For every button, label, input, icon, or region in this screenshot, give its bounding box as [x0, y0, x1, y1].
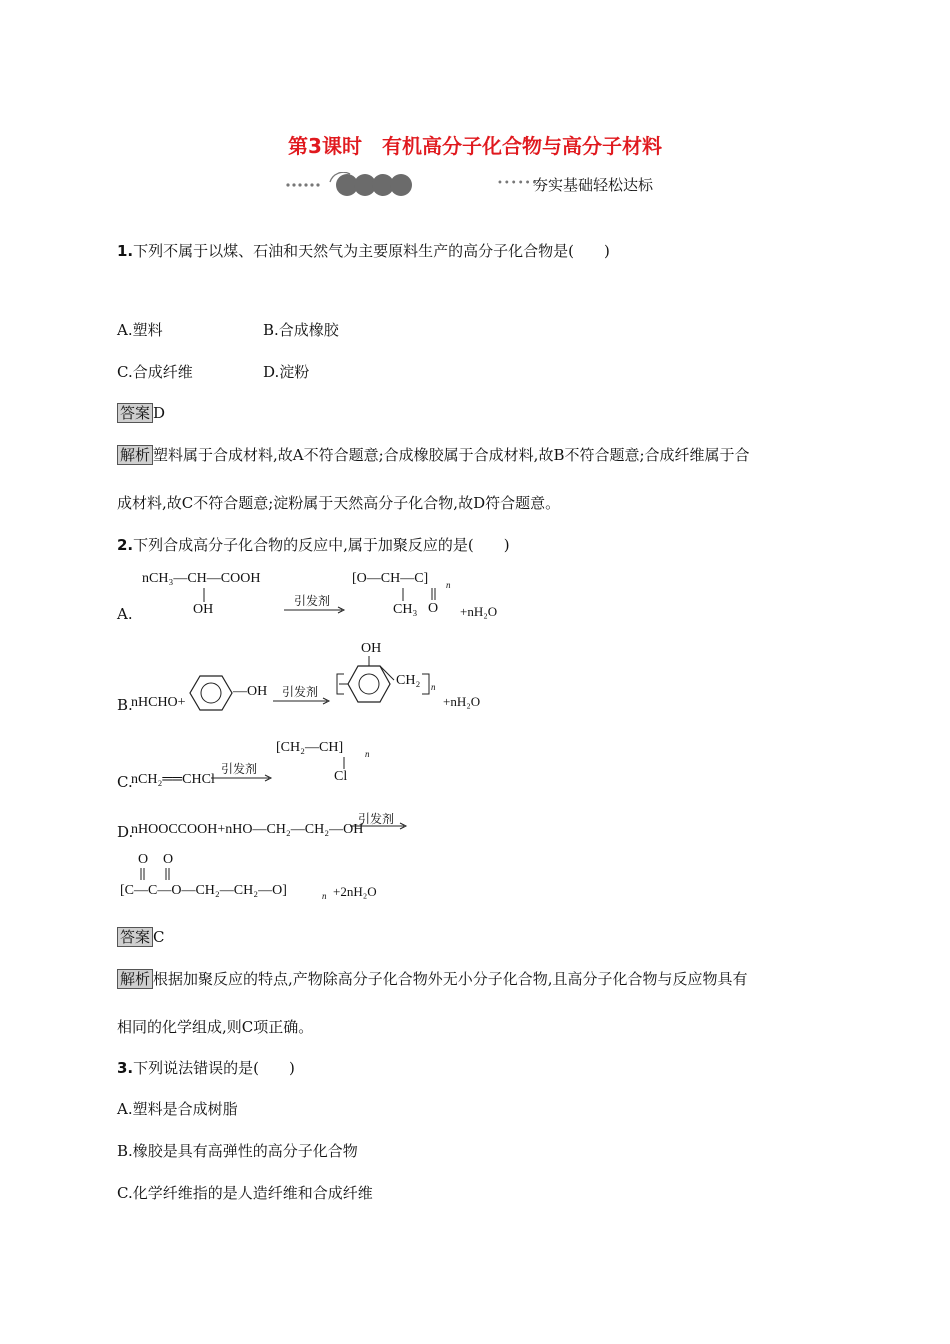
question-number: 3. — [117, 1059, 134, 1077]
page-title: 第3课时 有机高分子化合物与高分子材料 — [288, 134, 662, 158]
q2-b-reactant: nHCHO+ — [131, 695, 186, 710]
answer-value: D — [153, 404, 166, 422]
analysis-label: 解析 — [117, 969, 153, 989]
analysis-label: 解析 — [117, 445, 153, 465]
q3-option-a: A.塑料是合成树脂 — [117, 1100, 238, 1118]
analysis-text: 根据加聚反应的特点,产物除高分子化合物外无小分子化合物,且高分子化合物与反应物具有 — [153, 970, 748, 988]
q1-option-a: A.塑料 — [117, 321, 163, 339]
q2-option-a-letter: A. — [117, 605, 133, 623]
q2-option-c-letter: C. — [117, 773, 133, 791]
q2-answer — [117, 927, 165, 947]
banner-dots-icon: •••••• — [497, 178, 539, 189]
answer-label: 答案 — [117, 403, 153, 423]
q2-b-oh: —OH — [233, 684, 268, 699]
q2-d-byproduct: +2nH₂O — [333, 884, 377, 899]
q2-analysis-line1 — [117, 969, 748, 989]
q2-d-o2: O — [163, 852, 174, 867]
q2-b-product-oh: OH — [361, 641, 382, 656]
q2-d-reactant: nHOOCCOOH+nHO—CH₂—CH₂—OH — [131, 822, 364, 837]
q2-d-o1: O — [138, 852, 149, 867]
q1-option-d: D.淀粉 — [263, 363, 310, 381]
q1-analysis-line1 — [117, 445, 750, 465]
q2-analysis-line2: 相同的化学组成,则C项正确。 — [117, 1018, 314, 1036]
question-stem-text: 下列说法错误的是( ) — [133, 1059, 295, 1077]
q2-c-arrow-icon — [211, 774, 273, 782]
analysis-text: 塑料属于合成材料,故A不符合题意;合成橡胶属于合成材料,故B不符合题意;合成纤维属于合 — [153, 446, 750, 464]
question-number: 2. — [117, 536, 134, 554]
q2-option-d-letter: D. — [117, 823, 134, 841]
q2-b-byproduct: +nH₂O — [443, 694, 481, 709]
question-number: 1. — [117, 242, 134, 260]
q2-a-byproduct: +nH₂O — [460, 604, 498, 619]
q2-option-b-letter: B. — [117, 696, 133, 714]
q1-answer — [117, 403, 165, 423]
q2-c-product-cl: Cl — [334, 769, 348, 784]
q2-c-product: [CH₂—CH] — [276, 740, 344, 755]
question-stem-text: 下列合成高分子化合物的反应中,属于加聚反应的是( ) — [133, 536, 510, 554]
question-3-stem — [117, 1058, 295, 1078]
q2-d-product: [C—C—O—CH₂—CH₂—O] — [120, 883, 287, 898]
banner-decoration-icon — [285, 172, 435, 198]
q2-d-product-n: n — [322, 891, 327, 901]
q3-option-b: B.橡胶是具有高弹性的高分子化合物 — [117, 1142, 358, 1160]
banner-text: 夯实基础轻松达标 — [533, 176, 654, 194]
q2-a-reagent: 引发剂 — [294, 594, 331, 608]
q2-a-product-n: n — [446, 580, 451, 590]
q3-option-c: C.化学纤维指的是人造纤维和合成纤维 — [117, 1184, 373, 1202]
q2-b-product-n: n — [431, 682, 436, 692]
q2-a-reactant: nCH₃—CH—COOH — [142, 571, 261, 586]
section-banner — [285, 172, 685, 198]
question-2-stem — [117, 535, 510, 555]
q2-b-product-ch2: CH₂ — [396, 673, 421, 688]
q2-c-product-n: n — [365, 749, 370, 759]
q1-option-b: B.合成橡胶 — [263, 321, 339, 339]
q2-d-arrow-icon — [350, 822, 408, 830]
answer-label: 答案 — [117, 927, 153, 947]
q2-a-product: [O—CH—C] — [352, 571, 429, 586]
answer-value: C — [153, 928, 165, 946]
q2-c-reagent: 引发剂 — [221, 762, 258, 776]
q2-a-reactant-oh: OH — [193, 602, 214, 617]
q2-a-product-o: O — [428, 601, 439, 616]
q2-a-arrow-icon — [284, 606, 346, 614]
q1-option-c: C.合成纤维 — [117, 363, 193, 381]
q2-b-reagent: 引发剂 — [282, 685, 319, 699]
question-stem-text: 下列不属于以煤、石油和天然气为主要原料生产的高分子化合物是( ) — [133, 242, 610, 260]
q2-d-double-bonds — [136, 868, 176, 884]
q2-c-reactant: nCH₂══CHCl — [131, 772, 215, 787]
question-1-stem — [117, 241, 610, 261]
q2-b-arrow-icon — [273, 697, 331, 705]
q2-a-product-ch3: CH₃ — [393, 602, 418, 617]
q1-analysis-line2: 成材料,故C不符合题意;淀粉属于天然高分子化合物,故D符合题意。 — [117, 494, 561, 512]
q2-d-reagent: 引发剂 — [358, 812, 395, 826]
benzene-ring-icon — [186, 672, 238, 714]
